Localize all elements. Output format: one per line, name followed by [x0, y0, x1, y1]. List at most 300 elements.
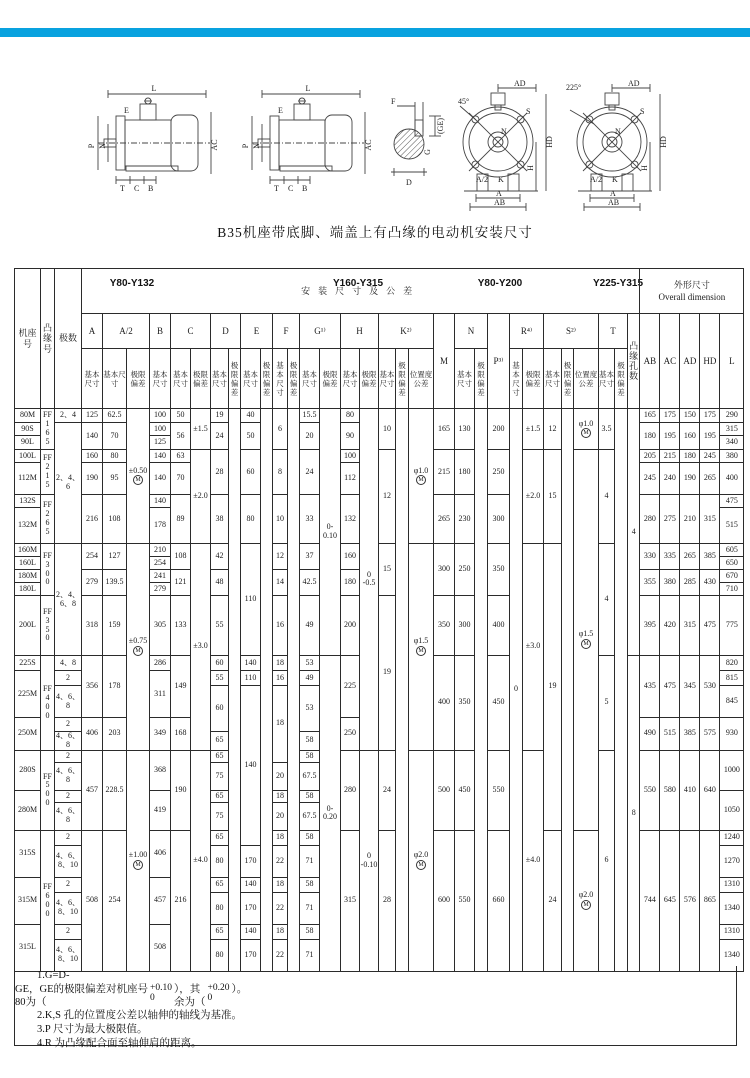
table-cell: 195 [700, 423, 720, 450]
table-cell: 600 [434, 830, 455, 971]
table-cell: 335 [660, 544, 680, 570]
dim-label-AD: AD [514, 80, 526, 88]
table-cell: 550 [455, 830, 475, 971]
tolerance-fraction-1 [150, 983, 172, 1003]
header-cell: T [599, 314, 628, 349]
table-cell: 1340 [720, 939, 744, 971]
table-cell: 4 [599, 450, 615, 544]
header-cell: L [720, 314, 744, 409]
table-cell: 210 [680, 495, 700, 544]
table-cell: 40 [241, 409, 261, 423]
table-cell: 6 [273, 409, 288, 450]
table-cell: 63 [171, 450, 191, 463]
table-cell: ±4.0 [191, 750, 211, 971]
table-cell: 203 [103, 718, 127, 751]
header-cell: P³⁾ [488, 314, 510, 409]
table-cell: 775 [720, 596, 744, 656]
table-cell: 180 [341, 570, 360, 596]
table-cell: 18 [273, 924, 288, 939]
table-cell: 1340 [720, 892, 744, 924]
table-cell: 28 [379, 830, 396, 971]
table-cell: 20 [273, 802, 288, 830]
dim-label-K: K [498, 175, 504, 184]
table-cell: 1310 [720, 924, 744, 939]
table-cell: 210 [150, 544, 171, 557]
header-cell: 极限偏差 [261, 349, 273, 409]
table-cell: 24 [544, 830, 562, 971]
table-cell: 112M [15, 463, 41, 495]
table-cell: 356 [82, 656, 103, 718]
table-cell: 250 [488, 450, 510, 495]
table-cell: 140 [150, 495, 171, 508]
table-cell: 178 [103, 656, 127, 718]
table-cell: 19 [211, 409, 229, 423]
table-cell: 24 [211, 423, 229, 450]
table-cell: 160 [82, 450, 103, 463]
table-cell: 65 [211, 877, 229, 892]
circled-m-symbol: M [133, 646, 143, 656]
table-cell: ±3.0 [191, 544, 211, 751]
table-cell [475, 409, 488, 972]
table-cell: 205 [640, 450, 660, 463]
circled-m-symbol: M [416, 475, 426, 485]
table-cell: 15 [379, 544, 396, 596]
table-cell: 2 [55, 671, 82, 686]
header-cell: B [150, 314, 171, 349]
table-cell: FF 2 6 5 [41, 495, 55, 544]
table-cell: 12 [379, 450, 396, 544]
table-cell: 2、4、6 [55, 423, 82, 544]
header-cell: S²⁾ [544, 314, 599, 349]
table-cell: 0-0.20 [320, 656, 341, 972]
table-cell: 125 [150, 436, 171, 450]
dim-label-HD: HD [659, 136, 668, 148]
header-cell: 凸缘孔数 [628, 314, 640, 409]
table-cell [562, 409, 574, 972]
header-cell: 安装尺寸及公差 [82, 269, 640, 314]
table-cell: 200 [341, 596, 360, 656]
table-cell: 311 [150, 671, 171, 718]
table-cell: 0 -0.5 [360, 409, 379, 751]
table-cell: 2 [55, 750, 82, 762]
header-cell: G¹⁾ [300, 314, 341, 349]
table-cell: 815 [720, 671, 744, 686]
table-cell: 160L [15, 557, 41, 570]
fraction-2-upper: +0.20 [207, 983, 230, 993]
table-cell: 660 [488, 830, 510, 971]
table-cell: 160M [15, 544, 41, 557]
table-cell: 580 [660, 750, 680, 830]
table-cell: 100 [341, 450, 360, 463]
table-cell: ±1.5 [523, 409, 544, 450]
table-cell: 50 [171, 409, 191, 423]
table-cell: 515 [660, 718, 680, 751]
table-cell: 457 [150, 877, 171, 924]
dim-label-D: D [406, 178, 412, 187]
table-cell [261, 409, 273, 972]
dim-label-H: H [526, 165, 535, 171]
table-cell: 4 [628, 409, 640, 656]
table-cell: 435 [640, 656, 660, 718]
header-cell: 基本尺寸 [544, 349, 562, 409]
table-cell: 530 [700, 656, 720, 718]
dim-label-C: C [288, 184, 294, 193]
header-cell: M [434, 314, 455, 409]
table-cell: 430 [700, 570, 720, 596]
table-cell: 406 [82, 718, 103, 751]
table-cell: 2 [55, 924, 82, 939]
table-cell: 175 [660, 409, 680, 423]
table-cell: 1310 [720, 877, 744, 892]
table-cell: 190 [171, 750, 191, 830]
table-cell: 250 [341, 718, 360, 751]
table-cell: 75 [211, 762, 229, 790]
motor-side-view-large-icon [232, 84, 384, 204]
table-cell: 90S [15, 423, 41, 436]
table-cell: 576 [680, 830, 700, 971]
note-1-text-c: ）。 [231, 984, 248, 995]
table-cell: FF 1 6 5 [41, 409, 55, 450]
table-cell: 4、6、8 [56, 731, 80, 749]
table-cell: 215 [434, 450, 455, 495]
table-cell: 225S [15, 656, 41, 671]
table-cell: 315L [15, 924, 41, 971]
note-1-text-b: ），其 余为（ [173, 984, 206, 1008]
dim-label-E: E [124, 106, 129, 115]
table-cell: ±2.0 [191, 450, 211, 544]
circled-m-symbol: M [581, 639, 591, 649]
table-cell: 100 [150, 409, 171, 423]
table-cell: 127 [103, 544, 127, 570]
table-cell: 80 [103, 450, 127, 463]
table-cell: 159 [103, 596, 127, 656]
top-accent-bar [0, 28, 750, 37]
table-cell: 650 [720, 557, 744, 570]
header-cell: 极限偏差 [320, 349, 341, 409]
table-cell: 67.5 [300, 802, 320, 830]
header-cell: 极限偏差 [360, 349, 379, 409]
table-cell: 18 [273, 877, 288, 892]
table-cell: ±4.0 [523, 750, 544, 971]
table-cell: 58 [300, 790, 320, 802]
dim-label-E: E [278, 106, 283, 115]
table-cell: 315 [720, 423, 744, 436]
header-cell: K²⁾ [379, 314, 434, 349]
table-cell: 575 [700, 718, 720, 751]
header-cell: D [211, 314, 241, 349]
table-cell: 165 [434, 409, 455, 450]
table-cell: 286 [150, 656, 171, 671]
dim-label-AC: AC [210, 139, 219, 151]
table-cell: 170 [241, 892, 261, 924]
table-cell: 475 [660, 656, 680, 718]
header-cell: 极限偏差 [562, 349, 574, 409]
table-cell: 58 [300, 750, 320, 762]
table-cell: 3.5 [599, 409, 615, 450]
table-cell: 400 [720, 463, 744, 495]
dim-label-N: N [252, 143, 261, 149]
table-cell: 53 [300, 686, 320, 732]
table-cell: 67.5 [300, 762, 320, 790]
table-cell: 95 [103, 463, 127, 495]
table-cell: 80 [211, 845, 229, 877]
header-cell: 位置度公差 [409, 349, 434, 409]
table-cell: 1000 [720, 750, 744, 790]
header-cell: 基本尺寸 [510, 349, 523, 409]
table-cell: 710 [720, 583, 744, 596]
table-cell: φ1.5 M [409, 544, 434, 751]
table-cell: 340 [720, 436, 744, 450]
header-cell: 极限偏差 [475, 349, 488, 409]
table-cell: 33 [300, 495, 320, 544]
table-cell: 65 [211, 732, 229, 751]
header-cell: N [455, 314, 488, 349]
note-2: 2.K,S 孔的位置度公差以轴伸的轴线为基准。 [37, 1010, 243, 1021]
table-cell: 5 [599, 656, 615, 751]
table-cell: 121 [171, 570, 191, 596]
circled-m-symbol: M [133, 475, 143, 485]
note-3: 3.P 尺寸为最大极限值。 [37, 1024, 148, 1035]
header-cell: 基本尺寸 [300, 349, 320, 409]
table-cell: 55 [211, 671, 229, 686]
table-cell: 71 [300, 939, 320, 971]
table-cell: 58 [300, 924, 320, 939]
table-cell: FF 4 0 0 [41, 656, 55, 751]
table-cell: 315S [15, 830, 41, 877]
table-cell: 180L [15, 583, 41, 596]
table-cell: 315 [680, 596, 700, 656]
table-cell: 380 [720, 450, 744, 463]
dim-label-P: P [87, 143, 96, 149]
table-cell: 180 [680, 450, 700, 463]
table-cell: 345 [680, 656, 700, 718]
table-cell: 200 [488, 409, 510, 450]
table-cell: 18 [273, 790, 288, 802]
header-cell: 外形尺寸 Overall dimension [640, 269, 744, 314]
dim-label-AB: AB [608, 198, 620, 207]
table-cell: 305 [150, 596, 171, 656]
table-cell: 133 [171, 596, 191, 656]
table-cell: 42 [211, 544, 229, 570]
dim-label-N: N [615, 127, 621, 136]
header-cell: AC [660, 314, 680, 409]
table-cell: ±2.0 [523, 450, 544, 544]
table-cell: 49 [300, 596, 320, 656]
table-cell: 132S [15, 495, 41, 508]
table-cell: 160 [680, 423, 700, 450]
table-cell: 65 [211, 830, 229, 845]
table-cell: 315 [341, 830, 360, 971]
table-cell: 228.5 [103, 750, 127, 830]
table-cell: 190 [82, 463, 103, 495]
dim-label-B: B [302, 184, 308, 193]
table-cell: 419 [150, 790, 171, 830]
dim-label-C: C [134, 184, 140, 193]
table-cell: 349 [150, 718, 171, 751]
table-cell: 140 [150, 450, 171, 463]
table-cell: 216 [171, 830, 191, 971]
table-cell: 140 [241, 686, 261, 846]
table-cell: 640 [700, 750, 720, 830]
table-cell: 457 [82, 750, 103, 830]
header-row [15, 269, 744, 314]
header-cell: F [273, 314, 300, 349]
table-cell: 254 [82, 544, 103, 570]
table-cell: 508 [150, 924, 171, 971]
header-cell: HD [700, 314, 720, 409]
table-cell: 290 [720, 409, 744, 423]
circled-m-symbol: M [581, 900, 591, 910]
table-cell: 140 [82, 423, 103, 450]
motor-front-view-small-icon [446, 80, 558, 216]
table-cell: 550 [640, 750, 660, 830]
table-cell: 670 [720, 570, 744, 583]
table-cell: 318 [82, 596, 103, 656]
dim-label-T: T [120, 184, 125, 193]
table-cell: ±0.75 M [127, 544, 150, 751]
table-cell: 55 [211, 596, 229, 656]
table-cell: 400 [488, 596, 510, 656]
table-cell: 865 [700, 830, 720, 971]
table-cell: 285 [680, 570, 700, 596]
table-cell: φ1.5 M [574, 450, 599, 831]
table-cell: 385 [700, 544, 720, 570]
table-cell: 490 [640, 718, 660, 751]
table-cell: 80 [211, 939, 229, 971]
table-cell: 2 [55, 830, 82, 845]
table-cell: 245 [640, 463, 660, 495]
dim-label-GE: (GE) [436, 118, 445, 134]
table-cell: 265 [680, 544, 700, 570]
dim-label-G: G [423, 149, 432, 155]
table-cell: 350 [488, 544, 510, 596]
header-cell: 凸缘号 [41, 269, 55, 409]
header-cell: H [341, 314, 379, 349]
table-cell: φ1.0 M [574, 409, 599, 450]
table-cell: 28 [211, 450, 229, 495]
table-cell: 178 [150, 508, 171, 544]
table-cell: 75 [211, 802, 229, 830]
table-cell: 2、4、6、8 [55, 544, 82, 656]
table-cell: 100 [150, 423, 171, 436]
table-cell: 195 [660, 423, 680, 450]
circled-m-symbol: M [416, 860, 426, 870]
table-cell: 240 [660, 463, 680, 495]
table-cell: 645 [660, 830, 680, 971]
table-cell: FF 6 0 0 [41, 830, 55, 971]
table-cell: 250 [455, 544, 475, 596]
table-cell: 230 [455, 495, 475, 544]
table-cell: 139.5 [103, 570, 127, 596]
table-cell: 4、6、8、10 [55, 892, 82, 924]
header-cell: 基本尺寸 [455, 349, 475, 409]
table-cell: 180M [15, 570, 41, 583]
header-cell: 极限偏差 [396, 349, 409, 409]
table-cell: 165 [640, 409, 660, 423]
table-cell: 50 [241, 423, 261, 450]
table-cell: 395 [640, 596, 660, 656]
drawing-caption-y160-y315: Y160-Y315 [332, 278, 384, 289]
table-cell: ±0.50 M [127, 409, 150, 544]
dim-label-S: S [640, 107, 645, 116]
table-cell: 4、6、8 [55, 802, 82, 830]
table-cell: 1270 [720, 845, 744, 877]
table-cell: 38 [211, 495, 229, 544]
table-cell: 508 [82, 830, 103, 971]
header-cell: 基本尺寸 [241, 349, 261, 409]
header-cell: AB [640, 314, 660, 409]
table-cell: 150 [680, 409, 700, 423]
table-cell [396, 409, 409, 972]
table-cell: 65 [211, 790, 229, 802]
table-cell: 300 [488, 495, 510, 544]
dim-label-P: P [241, 143, 250, 149]
installation-dimensions-table [14, 268, 744, 972]
table-cell: 190 [680, 463, 700, 495]
table-cell: 380 [660, 570, 680, 596]
table-cell: 406 [150, 830, 171, 877]
table-cell: 254 [103, 830, 127, 971]
header-cell: E [241, 314, 273, 349]
header-cell: 基本尺寸 [599, 349, 615, 409]
table-cell: 20 [273, 762, 288, 790]
motor-side-view-small-icon [78, 84, 230, 204]
table-cell: 112 [341, 463, 360, 495]
table-cell: 71 [300, 845, 320, 877]
table-cell: 160 [341, 544, 360, 570]
circled-m-symbol: M [581, 428, 591, 438]
table-cell: 19 [379, 596, 396, 751]
table-cell: 280S [15, 750, 41, 790]
header-cell: 极限偏差 [615, 349, 628, 409]
table-cell: FF 3 5 0 [41, 596, 55, 656]
table-cell: 515 [720, 508, 744, 544]
header-cell: 机座号 [15, 269, 41, 409]
table-cell: 58 [300, 732, 320, 751]
table-cell: 70 [171, 463, 191, 495]
table-cell [229, 409, 241, 972]
header-cell: 基本尺寸 [82, 349, 103, 409]
table-caption: B35机座带底脚、端盖上有凸缘的电动机安装尺寸 [217, 225, 533, 240]
table-cell: 90 [341, 423, 360, 450]
table-cell: 2、4 [55, 409, 82, 423]
table-cell: ±1.5 [191, 409, 211, 450]
table-cell: 845 [720, 686, 744, 718]
drawing-caption-y80-y132: Y80-Y132 [109, 278, 155, 289]
table-cell: 279 [150, 583, 171, 596]
table-cell: FF 2 1 5 [41, 450, 55, 495]
table-cell: 2 [55, 718, 82, 732]
table-cell: 225M [15, 671, 41, 718]
drawing-caption-y225-y315: Y225-Y315 [592, 278, 644, 289]
header-cell: A/2 [103, 314, 150, 349]
table-cell: 149 [171, 656, 191, 718]
circled-m-symbol: M [133, 860, 143, 870]
fraction-2-lower: 0 [207, 993, 213, 1003]
table-cell: 175 [700, 409, 720, 423]
table-row [15, 409, 744, 423]
table-cell: 132 [341, 495, 360, 544]
dim-label-H: H [640, 165, 649, 171]
table-cell: φ2.0 M [409, 750, 434, 971]
table-cell: 65 [211, 750, 229, 762]
dim-label-AC: AC [364, 139, 373, 151]
dim-label-A2: A/2 [476, 175, 488, 184]
table-cell: 225 [341, 656, 360, 718]
table-cell: 48 [211, 570, 229, 596]
table-cell: 241 [150, 570, 171, 583]
table-cell: 450 [488, 656, 510, 751]
